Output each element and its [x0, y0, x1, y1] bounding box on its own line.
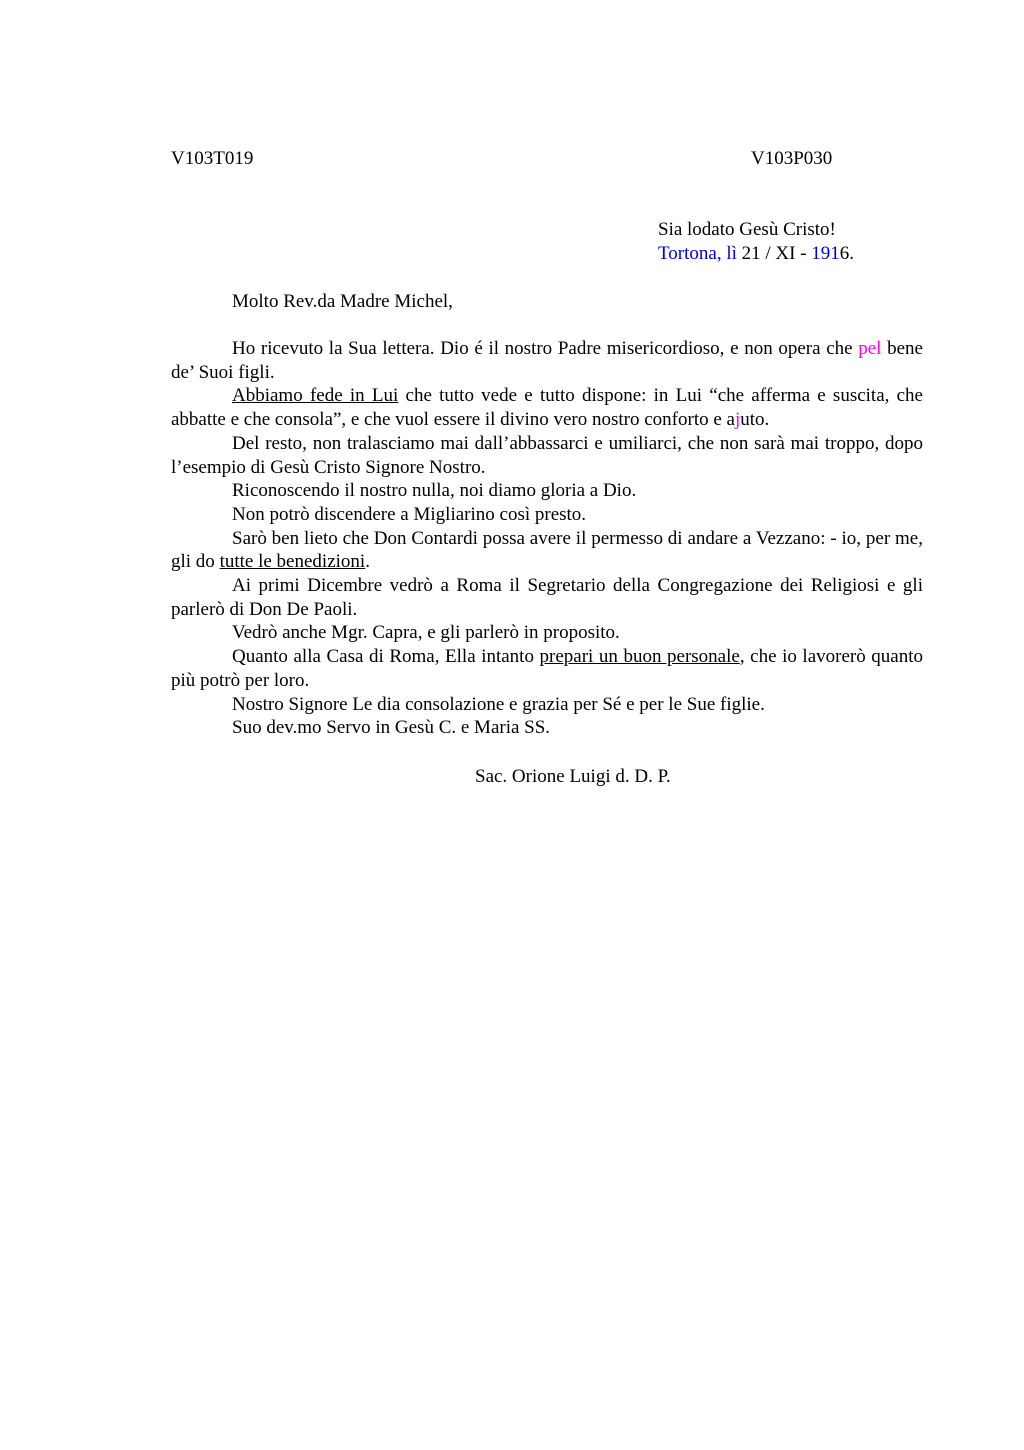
paragraph: Del resto, non tralasciamo mai dall’abbassarci e umiliarci, che non sarà mai troppo, dopo l’esempio di Gesù Cristo Signore Nostro.	[171, 432, 923, 478]
date-period: .	[849, 243, 855, 264]
salutation: Molto Rev.da Madre Michel,	[232, 291, 453, 312]
paragraph: Non potrò discendere a Migliarino così presto.	[232, 503, 587, 525]
paragraph: Ai primi Dicembre vedrò a Roma il Segretario della Congregazione dei Religiosi e gli parlerò di Don De Paoli.	[171, 575, 923, 620]
annotated-word: pel	[858, 338, 882, 359]
year-annotated: 191	[811, 243, 840, 264]
paragraph: Sarò ben lieto che Don Contardi possa avere il permesso di andare a Vezzano: - io, per me, gli do tutte le benedizioni.	[171, 527, 923, 573]
place-date	[658, 242, 854, 266]
paragraph: Abbiamo fede in Lui che tutto vede e tutto dispone: in Lui “che afferma e suscita, che abbatte e che consola”, e che vuol essere il divino vero nostro conforto e ajuto.	[171, 385, 923, 431]
annotated-letter: j	[734, 409, 741, 431]
paragraph: Ho ricevuto la Sua lettera. Dio é il nostro Padre misericordioso, e non opera che pel bene de’ Suoi figli.	[171, 338, 923, 383]
paragraph: Vedrò anche Mgr. Capra, e gli parlerò in proposito.	[232, 622, 620, 644]
signature: Sac. Orione Luigi d. D. P.	[475, 766, 671, 787]
place: Tortona, lì	[658, 243, 737, 264]
paragraph: Riconoscendo il nostro nulla, noi diamo gloria a Dio.	[232, 480, 637, 502]
paragraph: Quanto alla Casa di Roma, Ella intanto prepari un buon personale, che io lavorerò quanto più potrò per loro.	[171, 646, 923, 691]
letter-body	[171, 337, 923, 740]
underlined-phrase: prepari un buon personale	[539, 646, 740, 668]
letter-heading	[658, 218, 854, 266]
year-end: 6	[839, 243, 850, 264]
document-code-left: V103T019	[171, 148, 254, 169]
closing-line: Suo dev.mo Servo in Gesù C. e Maria SS.	[232, 717, 551, 739]
paragraph: Nostro Signore Le dia consolazione e grazia per Sé e per le Sue figlie.	[232, 693, 765, 715]
underlined-phrase: Abbiamo fede in Lui	[232, 385, 399, 407]
date-middle: 21 / XI -	[736, 243, 812, 264]
underlined-phrase: tutte le benedizioni	[219, 551, 366, 573]
invocation: Sia lodato Gesù Cristo!	[658, 219, 836, 240]
document-code-right: V103P030	[751, 148, 833, 169]
